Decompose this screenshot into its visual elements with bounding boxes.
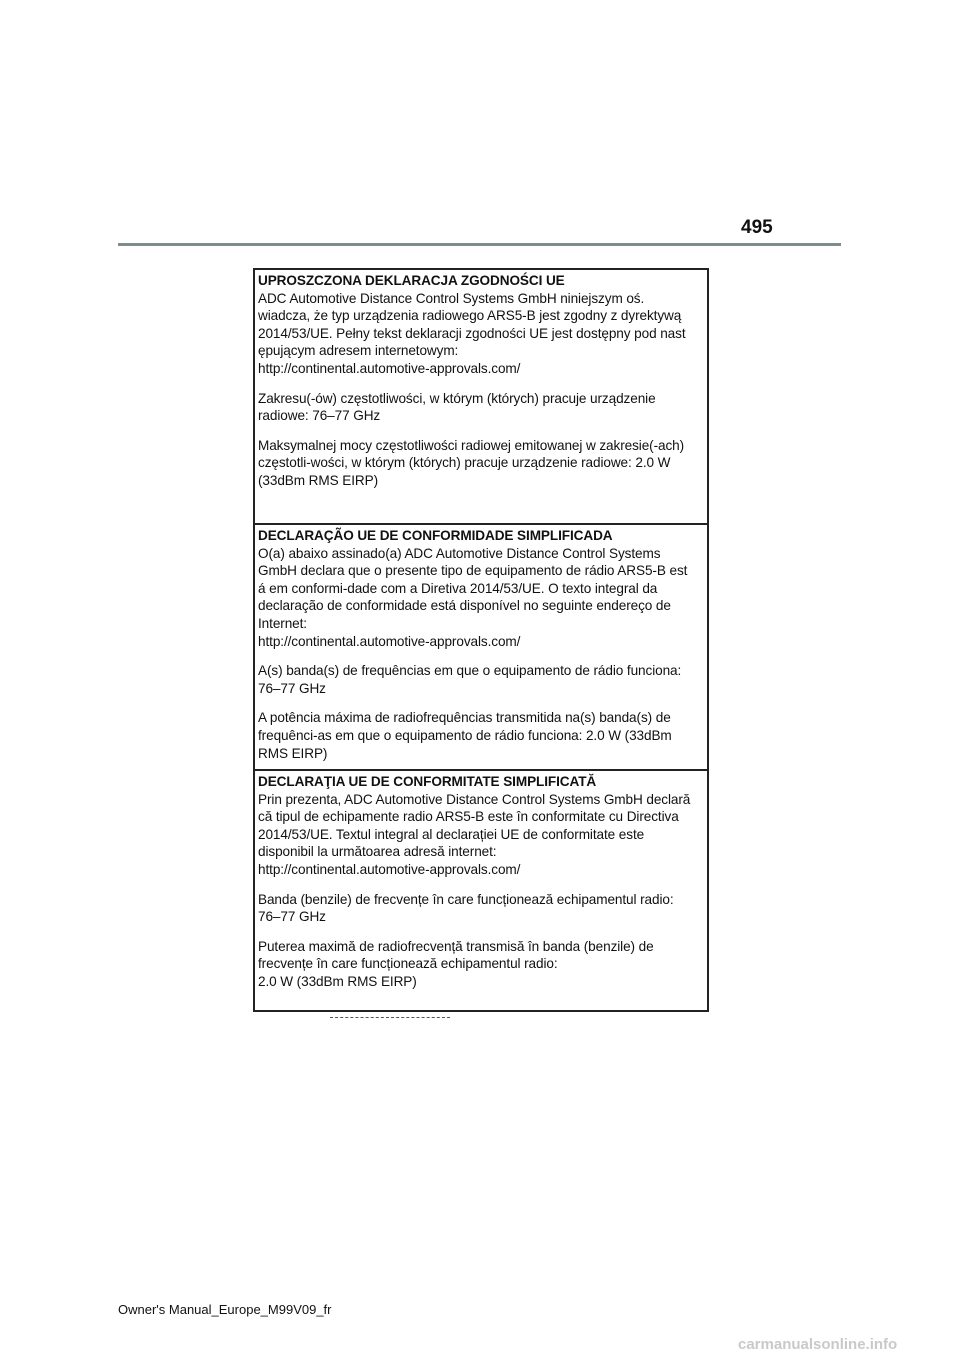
text-line: Banda (benzile) de frecvențe în care funcționează echipamentul radio: bbox=[258, 891, 674, 907]
section-romanian bbox=[255, 771, 707, 1012]
text-line: 2.0 W (33dBm RMS EIRP) bbox=[258, 973, 417, 989]
paragraph bbox=[258, 891, 707, 926]
text-line: radiowe: 76–77 GHz bbox=[258, 408, 381, 424]
paragraph bbox=[258, 390, 707, 425]
text-line: Puterea maximă de radiofrecvență transmisă în banda (benzile) de bbox=[258, 938, 654, 954]
text-line: 2014/53/UE. Textul integral al declarației UE de conformitate este bbox=[258, 826, 645, 842]
text-line: á em conformi-dade com a Diretiva 2014/53/UE. O texto integral da bbox=[258, 580, 658, 596]
paragraph bbox=[258, 437, 707, 490]
text-line: Prin prezenta, ADC Automotive Distance Control Systems GmbH declară bbox=[258, 791, 691, 807]
text-line: http://continental.automotive-approvals.com/ bbox=[258, 633, 521, 649]
text-line: GmbH declara que o presente tipo de equipamento de rádio ARS5-B est bbox=[258, 563, 688, 579]
text-line: disponibil la următoarea adresă internet: bbox=[258, 844, 497, 860]
text-line: ępującym adresem internetowym: bbox=[258, 343, 459, 359]
paragraph bbox=[258, 791, 707, 879]
footer-text: Owner's Manual_Europe_M99V09_fr bbox=[118, 1302, 332, 1317]
header-rule bbox=[118, 243, 841, 246]
text-line: ADC Automotive Distance Control Systems GmbH niniejszym oś. bbox=[258, 290, 645, 306]
paragraph bbox=[258, 709, 707, 762]
text-line: frecvențe în care funcționează echipamentul radio: bbox=[258, 956, 558, 972]
text-line: częstotli-wości, w którym (których) pracuje urządzenie radiowe: 2.0 W bbox=[258, 455, 671, 471]
scan-marks bbox=[330, 1014, 450, 1018]
text-line: RMS EIRP) bbox=[258, 745, 328, 761]
text-line: A potência máxima de radiofrequências transmitida na(s) banda(s) de bbox=[258, 710, 671, 726]
text-line: 76–77 GHz bbox=[258, 680, 326, 696]
text-line: (33dBm RMS EIRP) bbox=[258, 472, 379, 488]
text-line: wiadcza, że typ urządzenia radiowego ARS5-B jest zgodny z dyrektywą bbox=[258, 308, 682, 324]
section-title: UPROSZCZONA DEKLARACJA ZGODNOŚCI UE bbox=[258, 273, 565, 288]
section-polish bbox=[255, 270, 707, 525]
text-line: Zakresu(-ów) częstotliwości, w którym (których) pracuje urządzenie bbox=[258, 390, 656, 406]
page-number: 495 bbox=[741, 217, 773, 238]
section-title: DECLARAŢIA UE DE CONFORMITATE SIMPLIFICATĂ bbox=[258, 774, 597, 789]
text-line: frequênci-as em que o equipamento de rádio funciona: 2.0 W (33dBm bbox=[258, 727, 672, 743]
text-line: 2014/53/UE. Pełny tekst deklaracji zgodności UE jest dostępny pod nast bbox=[258, 325, 686, 341]
section-title: DECLARAÇÃO UE DE CONFORMIDADE SIMPLIFICADA bbox=[258, 528, 613, 543]
text-line: A(s) banda(s) de frequências em que o equipamento de rádio funciona: bbox=[258, 663, 682, 679]
text-line: http://continental.automotive-approvals.com/ bbox=[258, 861, 521, 877]
text-line: Maksymalnej mocy częstotliwości radiowej emitowanej w zakresie(-ach) bbox=[258, 437, 685, 453]
text-line: O(a) abaixo assinado(a) ADC Automotive Distance Control Systems bbox=[258, 545, 661, 561]
text-line: http://continental.automotive-approvals.com/ bbox=[258, 360, 521, 376]
text-line: 76–77 GHz bbox=[258, 909, 326, 925]
paragraph bbox=[258, 290, 707, 378]
declaration-box bbox=[253, 268, 709, 1012]
paragraph bbox=[258, 938, 707, 991]
watermark: carmanualsonline.info bbox=[738, 1336, 898, 1353]
text-line: că tipul de echipamente radio ARS5-B este în conformitate cu Directiva bbox=[258, 809, 679, 825]
section-portuguese bbox=[255, 525, 707, 771]
text-line: Internet: bbox=[258, 615, 307, 631]
text-line: declaração de conformidade está disponível no seguinte endereço de bbox=[258, 598, 671, 614]
paragraph bbox=[258, 545, 707, 651]
paragraph bbox=[258, 662, 707, 697]
